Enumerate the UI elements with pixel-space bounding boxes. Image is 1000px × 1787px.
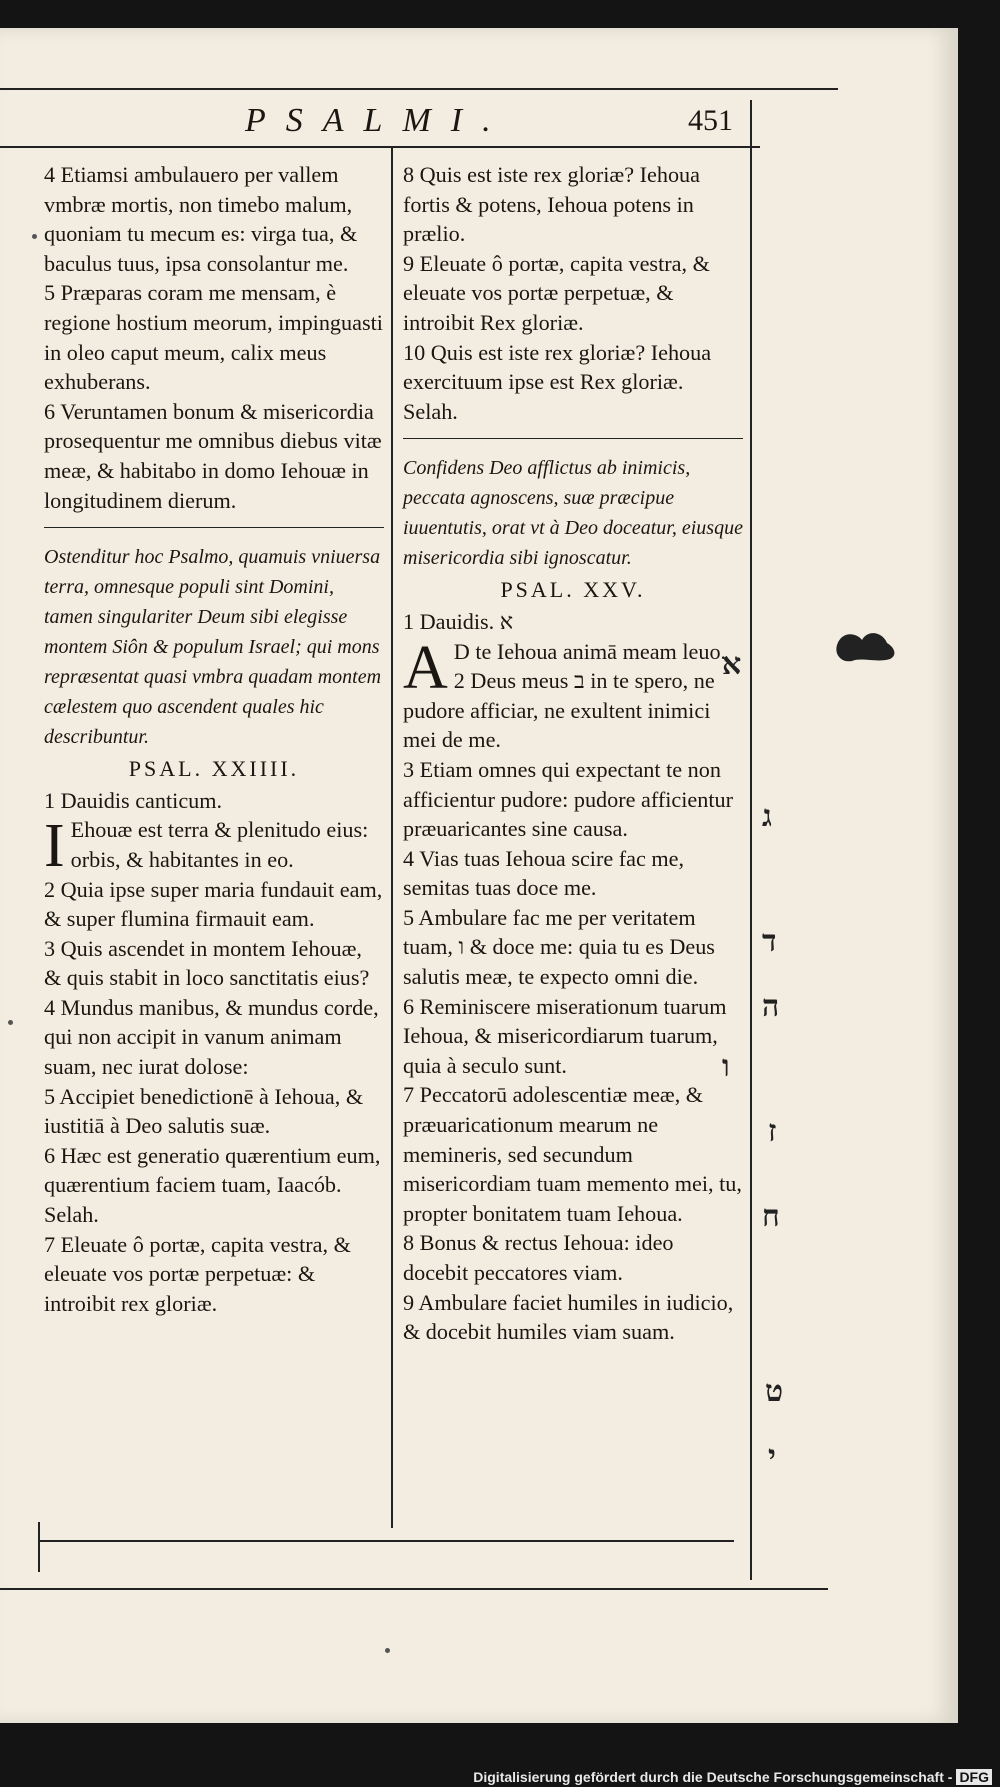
drop-cap: A xyxy=(403,633,448,702)
verse: 1 Dauidis. א xyxy=(403,608,514,634)
credit-text: Digitalisierung gefördert durch die Deutsche Forschungsgemeinschaft - xyxy=(473,1769,953,1785)
verse: 2 Deus meus ב in te spero, ne pudore afficiar, ne exultent inimici mei de me. xyxy=(403,668,715,753)
verse-text: Ehouæ est terra & plenitudo eius: orbis, & habitantes in eo. xyxy=(70,817,369,872)
margin-letter: י xyxy=(768,1440,776,1473)
margin-letter: ד xyxy=(762,925,777,958)
running-title: PSALMI. xyxy=(245,102,511,139)
verse: 4 Mundus manibus, & mundus corde, qui non accipit in vanum animam suam, nec iurat dolose: xyxy=(44,994,379,1080)
header-bottom-rule xyxy=(0,146,760,148)
psalm-heading: PSAL. XXV. xyxy=(500,577,646,603)
verse: 3 Etiam omnes qui expectant te non afficientur pudore: pudore afficientur præuaricantes sine causa. xyxy=(403,756,734,842)
section-divider xyxy=(44,527,384,528)
verse: 4 Vias tuas Iehoua scire fac me, semitas tuas doce me. xyxy=(403,845,685,901)
verse: 6 Hæc est generatio quærentium eum, quærentium faciem tuam, Iaacób. Selah. xyxy=(44,1142,381,1228)
verse-with-dropcap xyxy=(44,812,384,881)
column-divider xyxy=(391,148,393,1528)
verse: 5 Accipiet benedictionē à Iehoua, & iustitiā à Deo salutis suæ. xyxy=(44,1083,364,1139)
drop-cap: I xyxy=(44,812,65,881)
psalm-heading: PSAL. XXIIII. xyxy=(128,756,300,782)
verse-text: D te Iehoua animā meam leuo. xyxy=(453,638,727,664)
verse: 9 Ambulare faciet humiles in iudicio, & docebit humiles viam suam. xyxy=(403,1289,734,1345)
margin-letter: ח xyxy=(762,1200,780,1233)
verse: 4 Etiamsi ambulauero per vallem vmbræ mortis, non timebo malum, quoniam tu mecum es: virga tua, & baculus tuus, ipsa consolantur me. xyxy=(44,162,358,276)
verse: 10 Quis est iste rex gloriæ? Iehoua exercituum ipse est Rex gloriæ. Selah. xyxy=(403,339,712,424)
margin-letter: א xyxy=(722,648,742,681)
psalm-summary: Ostenditur hoc Psalmo, quamuis vniuersa terra, omnesque populi sint Domini, tamen singulariter Deum sibi elegisse montem Siôn & populum Israel; qui mons repræsentat quasi vmbra quadam montem cælestem quo ascendent quales hic describuntur. xyxy=(44,546,382,749)
verse: 5 Ambulare fac me per veritatem tuam, ו & doce me: quia tu es Deus salutis meæ, te expecto omni die. xyxy=(403,904,715,990)
margin-letter: ג xyxy=(762,800,772,833)
margin-letter: ט xyxy=(765,1375,784,1408)
header-top-rule xyxy=(0,88,838,90)
margin-letter: ז xyxy=(768,1115,777,1148)
verse: 6 Reminiscere miserationum tuarum Iehoua, & misericordiarum tuarum, quia à seculo sunt. xyxy=(403,993,727,1078)
verse: 3 Quis ascendet in montem Iehouæ, & quis stabit in loco sanctitatis eius? xyxy=(44,935,370,991)
verse: 2 Quia ipse super maria fundauit eam, & super flumina firmauit eam. xyxy=(44,876,383,932)
ink-speck xyxy=(8,1020,13,1025)
digitization-credit xyxy=(473,1769,992,1785)
verse: 5 Præparas coram me mensam, è regione hostium meorum, impinguasti in oleo caput meum, calix meus exhuberans. xyxy=(44,280,383,395)
verse: 1 Dauidis canticum. xyxy=(44,787,223,813)
section-divider xyxy=(403,438,743,439)
left-margin-rule xyxy=(38,1522,40,1572)
ink-speck xyxy=(32,234,37,239)
psalm-summary: Confidens Deo afflictus ab inimicis, peccata agnoscens, suæ præcipue iuuentutis, orat vt à Deo doceatur, eiusque misericordia sibi ignoscatur. xyxy=(403,457,743,570)
dfg-logo: DFG xyxy=(956,1769,992,1785)
left-column xyxy=(44,160,384,1318)
footer-rule-outer xyxy=(0,1588,828,1590)
ink-speck xyxy=(385,1648,390,1653)
right-column xyxy=(403,160,743,1347)
outer-margin-rule xyxy=(750,100,752,1580)
verse-with-dropcap xyxy=(403,633,743,702)
verse: 9 Eleuate ô portæ, capita vestra, & eleuate vos portæ perpetuæ, & introibit Rex gloriæ. xyxy=(403,250,710,335)
footer-rule-inner xyxy=(40,1540,734,1542)
verse: 7 Peccatorū adolescentiæ meæ, & præuaricationum mearum ne memineris, sed secundum misericordiam tuam memento mei, tu, propter bonitatem tuam Iehoua. xyxy=(403,1082,742,1226)
verse: 7 Eleuate ô portæ, capita vestra, & eleuate vos portæ perpetuæ: & introibit rex gloriæ. xyxy=(44,1231,351,1316)
verse: 8 Bonus & rectus Iehoua: ideo docebit peccatores viam. xyxy=(403,1230,674,1285)
verse: 6 Veruntamen bonum & misericordia prosequentur me omnibus diebus vitæ meæ, & habitabo in domo Iehouæ in longitudinem dierum. xyxy=(44,398,382,513)
margin-letter: ו xyxy=(722,1050,730,1083)
ink-blot xyxy=(832,625,902,665)
margin-letter: ה xyxy=(762,990,780,1023)
verse: 8 Quis est iste rex gloriæ? Iehoua fortis & potens, Iehoua potens in prælio. xyxy=(403,162,700,247)
page-number: 451 xyxy=(688,104,733,137)
